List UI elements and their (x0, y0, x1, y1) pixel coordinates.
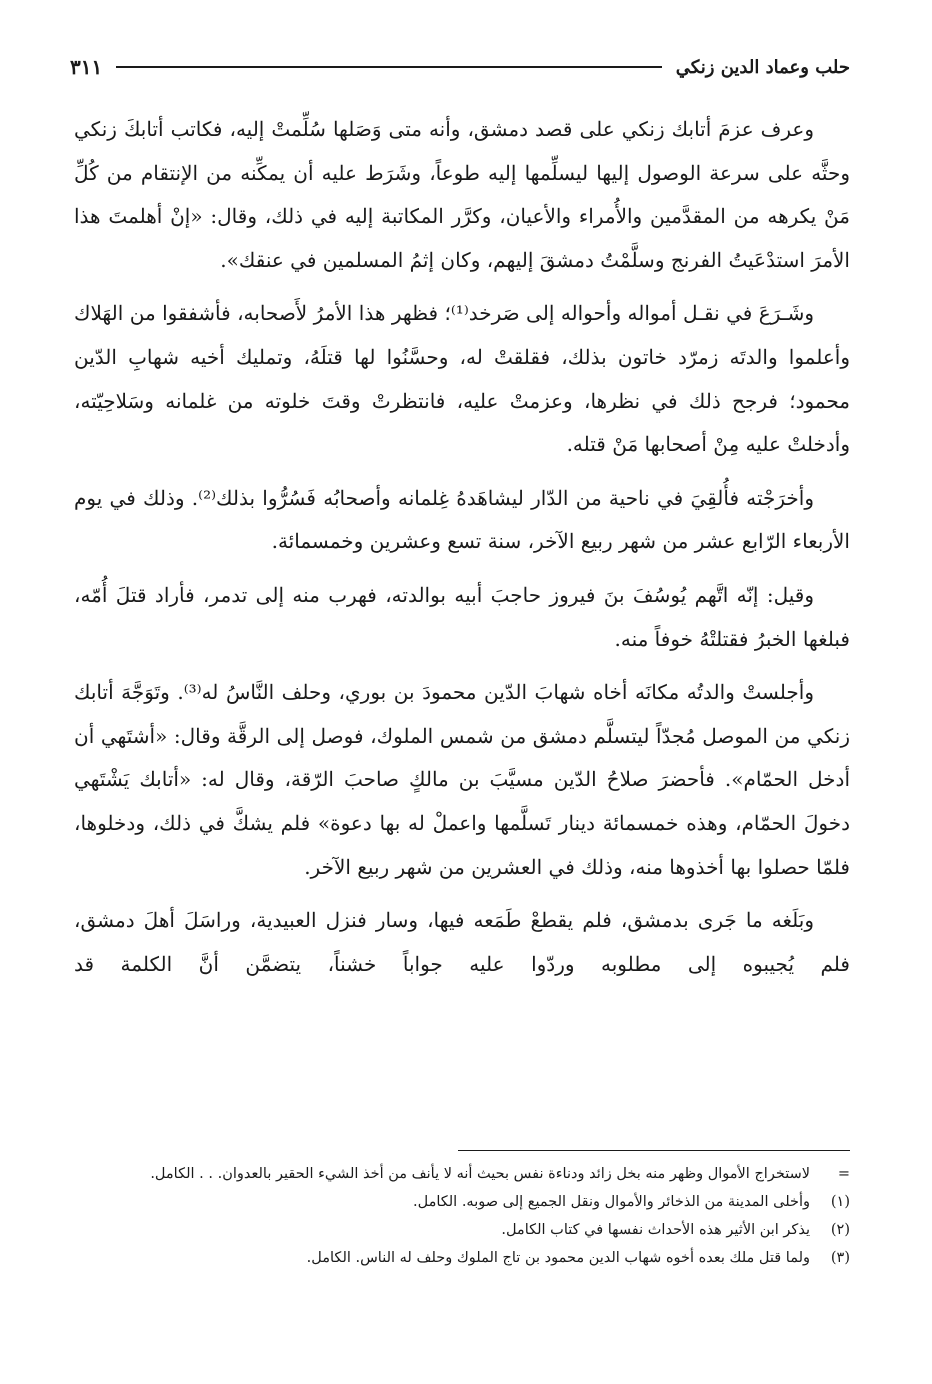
running-head (70, 50, 850, 84)
footnote (74, 1216, 850, 1244)
footnote-mark: = (837, 1166, 850, 1182)
footnote (74, 1160, 850, 1188)
paragraph: وبَلَغه ما جَرى بدمشق، فلم يقطعْ طَمَعه فيها، وسار فنزل العبيدية، وراسَلَ أهلَ دمشق، فلم يُجيبوه إلى مطلوبه وردّوا عليه جواباً خشناً، يتضمَّن أنَّ الكلمة قد (74, 908, 850, 976)
footnote-text: ولما قتل ملك بعده أخوه شهاب الدين محمود بن تاج الملوك وحلف له الناس. الكامل. (306, 1250, 810, 1266)
paragraph: وشَـرَعَ في نقـل أمواله وأحواله إلى صَرخد⁽¹⁾؛ فظهر هذا الأمرُ لأَصحابه، فأشفقوا من الهَلاك وأعلموا والدتَه زمرّد خاتون بذلك، فقلقتْ له، وحسَّنُوا لها قتلَهُ، وتمليك أخيه شهابِ الدّين محمود؛ فرجح ذلك في نظرها، وعزمتْ عليه، فانتظرتْ وقتَ خلوته من غلمانه وسَلاحِيّته، وأدخلتْ عليه مِنْ أصحابها مَنْ قتله. (74, 301, 851, 457)
page-number: ٣١١ (70, 55, 103, 79)
footnote-mark: (٣) (830, 1250, 850, 1266)
footnote-text: وأخلى المدينة من الذخائر والأموال ونقل الجميع إلى صوبه. الكامل. (412, 1194, 810, 1210)
footnote-text: يذكر ابن الأثير هذه الأحداث نفسها في كتاب الكامل. (501, 1222, 810, 1238)
paragraph: وعرف عزمَ أتابك زنكي على قصد دمشق، وأنه متى وَصَلها سُلِّمتْ إليه، فكاتب أتابكَ زنكي وحثَّه على سرعة الوصول إليها ليسلِّمها إليه طوعاً، وشَرَط عليه أن يمكِّنه من الإنتقام من كُلِّ مَنْ يكرهه من المقدَّمين والأُمراء والأعيان، وكرَّر المكاتبة إليه في ذلك، وقال: «إنْ أهلمتَ هذا الأمرَ استدْعَيتُ الفرنج وسلَّمْتُ دمشقَ إليهم، وكان إثمُ المسلمين في عنقك». (74, 117, 850, 272)
footnotes (74, 1160, 850, 1272)
footnote-mark: (١) (830, 1194, 850, 1210)
book-page (70, 40, 850, 1360)
paragraph: وأجلستْ والدتُه مكانَه أخاه شهابَ الدّين محمودَ بن بوري، وحلف النَّاسُ له⁽³⁾. وتَوَجَّهَ أتابك زنكي من الموصل مُجدّاً ليتسلَّم دمشق من شمس الملوك، فوصل إلى الرقَّة وقال: «أشتَهي أن أدخل الحمّام». فأحضرَ صلاحُ الدّين مسيَّبَ بن مالكٍ صاحبَ الرّقة، وقال له: «أتابك يَشْتَهي دخولَ الحمّام، وهذه خمسمائة دينار تَسلَّمها واعملْ له بها دعوة» فلم يشكَّ في ذلك، ودخلوها، فلمّا حصلوا بها أخذوها منه، وذلك في العشرين من شهر ربيع الآخر. (74, 680, 850, 879)
paragraph: وقيل: إنّه اتَّهم يُوسُفَ بنَ فيروز حاجبَ أبيه بوالدته، فهرب منه إلى تدمر، فأراد قتلَ أُمّه، فبلغها الخبرُ فقتلتْهُ خوفاً منه. (74, 582, 850, 651)
footnote (74, 1188, 850, 1216)
footnote-separator (458, 1150, 850, 1151)
paragraph: وأخرَجْته فأُلقِيَ في ناحية من الدّار ليشاهَدهُ غِلمانه وأصحابُه فَسُرُّوا بذلك⁽²⁾. وذلك في يوم الأربعاء الرّابع عشر من شهر ربيع الآخر، سنة تسع وعشرين وخمسمائة. (74, 485, 850, 554)
footnote (74, 1244, 850, 1272)
footnote-mark: (٢) (830, 1222, 850, 1238)
footnote-text: لاستخراج الأموال وظهر منه بخل زائد ودناءة نفس بحيث أنه لا يأنف من أخذ الشيء الحقير بالعدوان. . . الكامل. (150, 1166, 810, 1182)
header-rule (116, 66, 662, 68)
running-title: حلب وعماد الدين زنكي (675, 56, 850, 78)
body-text (74, 108, 850, 996)
